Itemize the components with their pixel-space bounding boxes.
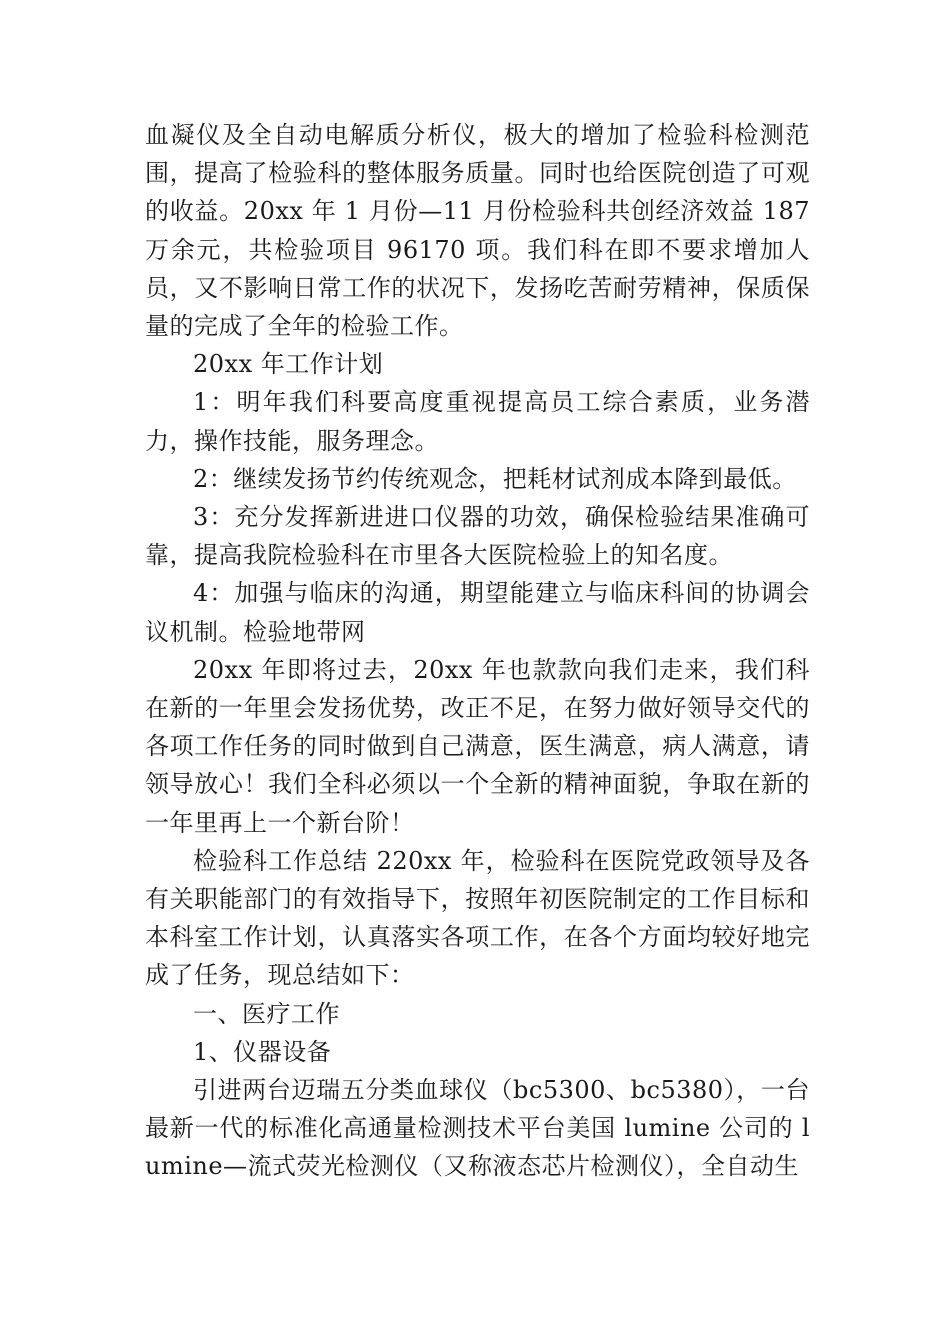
paragraph-outlook: 20xx 年即将过去，20xx 年也款款向我们走来，我们科在新的一年里会发扬优势，改正不足，在努力做好领导交代的各项工作任务的同时做到自己满意，医生满意，病人满意，请领导放心！我们全科必须以一个全新的精神面貌，争取在新的一年里再上一个新台阶！ [145, 655, 810, 837]
paragraph-summary-intro: 检验科工作总结 220xx 年，检验科在医院党政领导及各有关职能部门的有效指导下，按照年初医院制定的工作目标和本科室工作计划，认真落实各项工作，在各个方面均较好地完成了任务，现总结如下： [145, 846, 810, 990]
plan-item-4: 4：加强与临床的沟通，期望能建立与临床科间的协调会议机制。检验地带网 [145, 579, 810, 646]
heading-equipment: 1、仪器设备 [193, 1037, 332, 1066]
plan-item-2: 2：继续发扬节约传统观念，把耗材试剂成本降到最低。 [193, 464, 797, 493]
heading-medical-work: 一、医疗工作 [193, 999, 340, 1028]
plan-item-3: 3：充分发挥新进进口仪器的功效，确保检验结果准确可靠，提高我院检验科在市里各大医院检验上的知名度。 [145, 503, 810, 570]
document-page [145, 116, 810, 1186]
plan-item-1: 1：明年我们科要高度重视提高员工综合素质，业务潜力，操作技能，服务理念。 [145, 388, 810, 455]
paragraph-equipment: 引进两台迈瑞五分类血球仪（bc5300、bc5380），一台最新一代的标准化高通量检测技术平台美国 lumine 公司的 lumine—流式荧光检测仪（又称液态芯片检测仪），全自动生 [145, 1076, 810, 1181]
heading-work-plan: 20xx 年工作计划 [193, 350, 384, 379]
paragraph-continuation: 血凝仪及全自动电解质分析仪，极大的增加了检验科检测范围，提高了检验科的整体服务质量。同时也给医院创造了可观的收益。20xx 年 1 月份—11 月份检验科共创经济效益 187 万余元，共检验项目 96170 项。我们科在即不要求增加人员，又不影响日常工作的状况下，发扬吃苦耐劳精神，保质保量的完成了全年的检验工作。 [145, 121, 810, 341]
